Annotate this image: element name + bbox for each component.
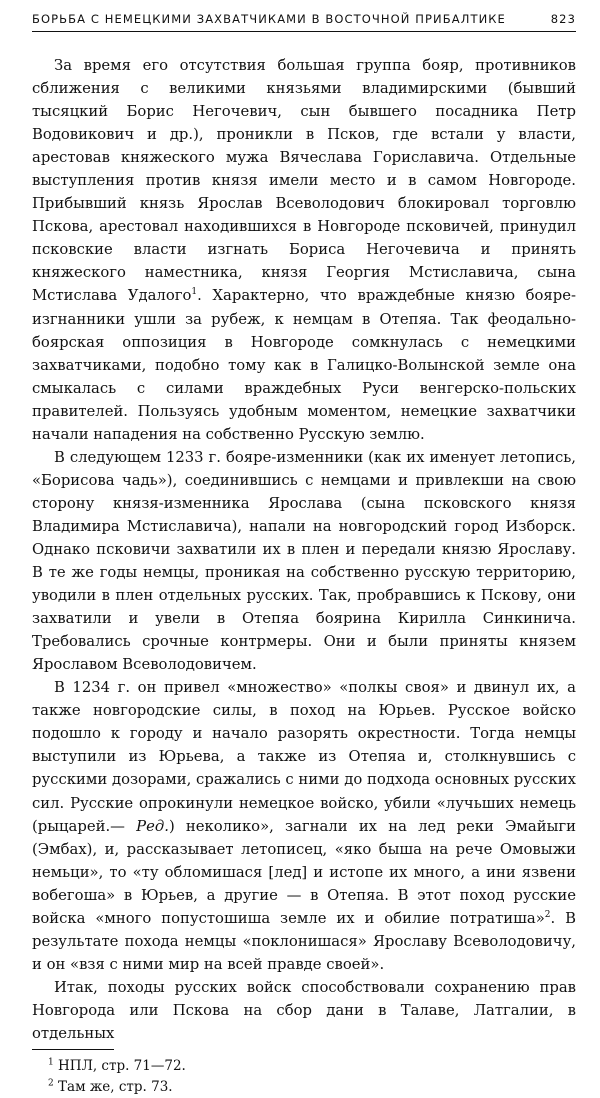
running-title: БОРЬБА С НЕМЕЦКИМИ ЗАХВАТЧИКАМИ В ВОСТОЧНОЙ ПРИБАЛТИКЕ — [32, 12, 506, 26]
footnote-2: $^2$ Там же, стр. 73. — [48, 1078, 173, 1096]
footnote-ref-2[interactable]: 2 — [544, 909, 551, 920]
footnotes — [32, 1056, 576, 1098]
paragraph-2: В следующем 1233 г. бояре-изменники (как их именует летопись, «Борисова чадь»), соединившись с немцами и привлекши на свою сторону князя-изменника Ярослава (сына псковского князя Владимира Мстиславича), напали на новгородский город Изборск. Однако псковичи захватили их в плен и передали князю Ярославу. В те же годы немцы, проникая на собственно русскую территорию, уводили в плен отдельных русских. Так, пробравшись к Пскову, они захватили и увели в Отепяа боярина Кирилла Синкинича. Требовались срочные контрмеры. Они и были приняты князем Ярославом Всеволодовичем. — [32, 448, 576, 674]
main-text — [32, 54, 576, 1045]
page-number: 823 — [550, 12, 576, 26]
running-header — [32, 10, 576, 28]
paragraph-3: В 1234 г. он привел «множество» «полкы своя» и двинул их, а также новгородские силы, в поход на Юрьев. Русское войско подошло к городу и начало разорять окрестности. Тогда немцы выступили из Юрьева, а также из Отепяа и, столкнувшись с русскими дозорами, сражались с ними до подхода основных русских сил. Русские опрокинули немецкое войско, убили «лучьших немець (рыцарей.— Ред.) неколико», загнали их на лед реки Эмайыги (Эмбах), и, рассказывает летописец, «яко быша на рече Омовыжи немьци», то «ту обломишася [лед] и истопе их много, а ини язвени вобегоша» в Юрьев, а другие — в Отепяа. В этот поход русские войска «много попустошиша земле их и обилие потратиша»$^2$. В результате похода немцы «поклонишася» Ярославу Всеволодовичу, и он «взя с ними мир на всей правде своей». — [32, 679, 576, 973]
editor-note: Ред. — [136, 817, 169, 835]
footnote-1: $^1$ НПЛ, стр. 71—72. — [48, 1057, 186, 1075]
footnote-divider — [32, 1049, 114, 1050]
paragraph-1: За время его отсутствия большая группа бояр, противников сближения с великими князьями владимирскими (бывший тысяцкий Борис Негочевич, сын бывшего посадника Петр Водовикович и др.), проникли в Псков, где встали у власти, арестовав княжеского мужа Вячеслава Гориславича. Отдельные выступления против князя имели место и в самом Новгороде. Прибывший князь Ярослав Всеволодович блокировал торговлю Пскова, арестовал находившихся в Новгороде псковичей, принудил псковские власти изгнать Бориса Негочевича и принять княжеского наместника, князя Георгия Мстиславича, сына Мстислава Удалого$^1$. Характерно, что враждебные князю бояре-изгнанники ушли за рубеж, к немцам в Отепяа. Так феодально-боярская оппозиция в Новгороде сомкнулась с немецкими захватчиками, подобно тому как в Галицко-Волынской земле она смыкалась с силами враждебных Руси венгерско-польских правителей. Пользуясь удобным моментом, немецкие захватчики начали нападения на собственно Русскую землю. — [32, 57, 576, 443]
header-rule — [32, 31, 576, 32]
paragraph-4: Итак, походы русских войск способствовали сохранению прав Новгорода или Пскова на сбор дани в Талаве, Латгалии, в отдельных — [32, 978, 576, 1042]
footnote-ref-1[interactable]: 1 — [191, 287, 198, 298]
